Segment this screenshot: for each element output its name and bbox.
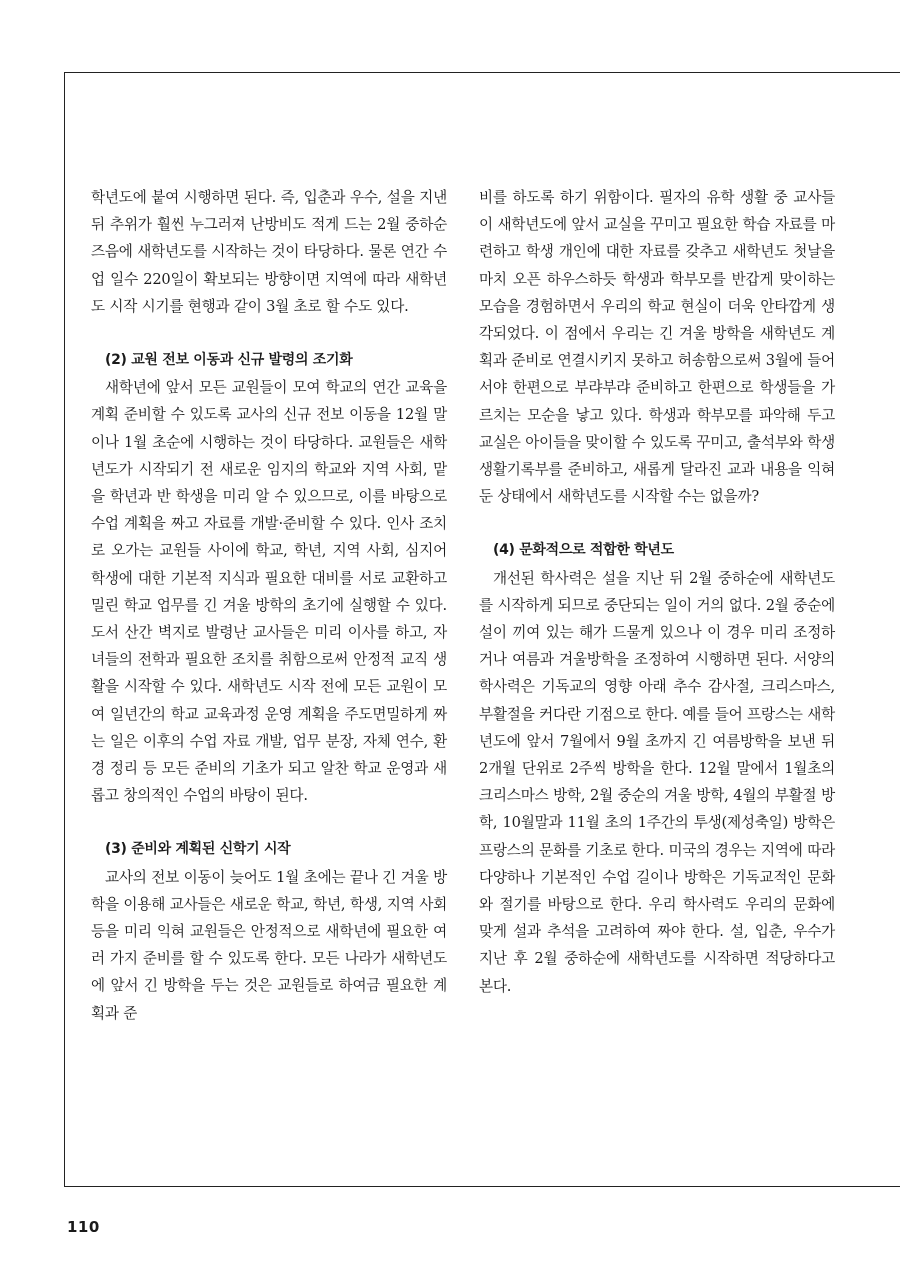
section-heading-2: (2) 교원 전보 이동과 신규 발령의 조기화	[105, 352, 353, 369]
page-number: 110	[67, 1218, 100, 1236]
paragraph-cultural-year: 개선된 학사력은 설을 지난 뒤 2월 중하순에 새학년도를 시작하게 되므로 중단되는 일이 거의 없다. 2월 중순에 설이 끼여 있는 해가 드물게 있으나 이 경우 미리 조정하거나 여름과 겨울방학을 조정하여 시행하면 된다. 서양의 학사력은 기독교의 영향 아래 추수 감사절, 크리스마스, 부활절을 커다란 기점으로 한다. 예를 들어 프랑스는 새학년도에 앞서 7월에서 9월 초까지 긴 여름방학을 보낸 뒤 2개월 단위로 2주씩 방학을 한다. 12월 말에서 1월초의 크리스마스 방학, 2월 중순의 겨울 방학, 4월의 부활절 방학, 10월말과 11월 초의 1주간의 투생(제성축일) 방학은 프랑스의 문화를 기초로 한다. 미국의 경우는 지역에 따라 다양하나 기본적인 수업 길이나 방학은 기독교적인 문화와 절기를 바탕으로 한다. 우리 학사력도 우리의 문화에 맞게 설과 추석을 고려하여 짜야 한다. 설, 입춘, 우수가 지난 후 2월 중하순에 새학년도를 시작하면 적당하다고 본다.	[479, 569, 835, 995]
section-heading-3: (3) 준비와 계획된 신학기 시작	[105, 841, 291, 858]
paragraph-preparation-continued: 비를 하도록 하기 위함이다. 필자의 유학 생활 중 교사들이 새학년도에 앞서 교실을 꾸미고 필요한 학습 자료를 마련하고 학생 개인에 대한 자료를 갖추고 새학년도 첫날을 마치 오픈 하우스하듯 학생과 학부모를 반갑게 맞이하는 모습을 경험하면서 우리의 학교 현실이 더욱 안타깝게 생각되었다. 이 점에서 우리는 긴 겨울 방학을 새학년도 계획과 준비로 연결시키지 못하고 허송함으로써 3월에 들어서야 한편으로 부랴부랴 준비하고 한편으로 학생들을 가르치는 모순을 낳고 있다. 학생과 학부모를 파악해 두고 교실은 아이들을 맞이할 수 있도록 꾸미고, 출석부와 학생생활기록부를 준비하고, 새롭게 달라진 교과 내용을 익혀 둔 상태에서 새학년도를 시작할 수는 없을까?	[479, 189, 835, 506]
left-column	[91, 184, 447, 1027]
paragraph-prepared-semester: 교사의 전보 이동이 늦어도 1월 초에는 끝나 긴 겨울 방학을 이용해 교사들은 새로운 학교, 학년, 학생, 지역 사회 등을 미리 익혀 교원들은 안정적으로 새학년에 필요한 여러 가지 준비를 할 수 있도록 한다. 모든 나라가 새학년도에 앞서 긴 방학을 두는 것은 교원들로 하여금 필요한 계획과 준	[91, 868, 447, 1022]
paragraph-teacher-transfer: 새학년에 앞서 모든 교원들이 모여 학교의 연간 교육을 계획 준비할 수 있도록 교사의 신규 전보 이동을 12월 말이나 1월 초순에 시행하는 것이 타당하다. 교원들은 새학년도가 시작되기 전 새로운 임지의 학교와 지역 사회, 맡을 학년과 반 학생을 미리 알 수 있으므로, 이를 바탕으로 수업 계획을 짜고 자료를 개발·준비할 수 있다. 인사 조치로 오가는 교원들 사이에 학교, 학년, 지역 사회, 심지어 학생에 대한 기본적 지식과 필요한 대비를 서로 교환하고 밀린 학교 업무를 긴 겨울 방학의 초기에 실행할 수 있다. 도서 산간 벽지로 발령난 교사들은 미리 이사를 하고, 자녀들의 전학과 필요한 조치를 취함으로써 안정적 교직 생활을 시작할 수 있다. 새학년도 시작 전에 모든 교원이 모여 일년간의 학교 교육과정 운영 계획을 주도면밀하게 짜는 일은 이후의 수업 자료 개발, 업무 분장, 자체 연수, 환경 정리 등 모든 준비의 기초가 되고 알찬 학교 운영과 새롭고 창의적인 수업의 바탕이 된다.	[91, 379, 447, 805]
paragraph-academic-year: 학년도에 붙여 시행하면 된다. 즉, 입춘과 우수, 설을 지낸 뒤 추위가 훨씬 누그러져 난방비도 적게 드는 2월 중하순 즈음에 새학년도를 시작하는 것이 타당하다. 물론 연간 수업 일수 220일이 확보되는 방향이면 지역에 따라 새학년도 시작 시기를 현행과 같이 3월 초로 할 수도 있다.	[91, 189, 447, 315]
section-heading-4: (4) 문화적으로 적합한 학년도	[493, 542, 674, 559]
right-column	[479, 184, 835, 1000]
